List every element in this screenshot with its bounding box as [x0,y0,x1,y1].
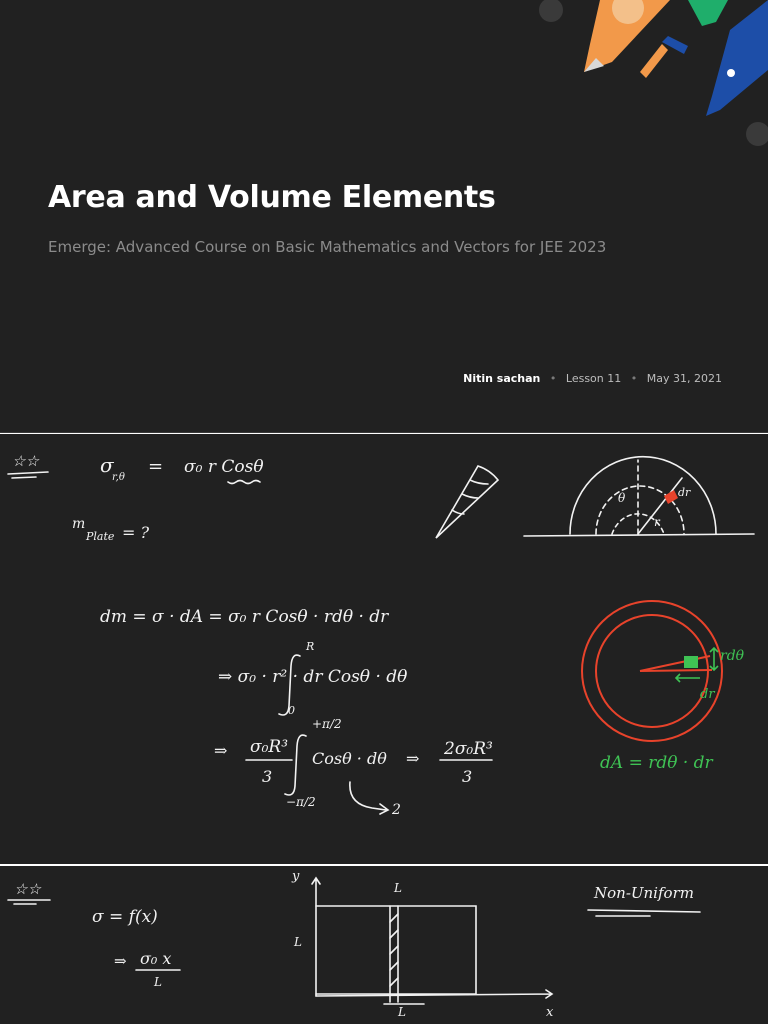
semi-dr-label: dr [678,486,691,499]
y-axis [312,878,320,996]
mass-subscript: Plate [86,530,115,543]
whiteboard-page-1 [0,434,768,864]
x-axis-label: x [546,1005,554,1020]
non-uniform-label: Non-Uniform [594,884,694,902]
sigma-subscript: r,θ [112,472,125,483]
strip-hatching [390,914,398,986]
ring-radius-line-2 [640,670,712,671]
integral-1-lower: 0 [288,704,295,717]
sigma-x-numerator: σ₀ x [140,949,172,968]
sigma-equals: = [148,456,164,477]
semi-r-label: r [654,515,660,529]
course-subtitle: Emerge: Advanced Course on Basic Mathematics and Vectors for JEE 2023 [48,238,607,256]
sigma-x-denominator: L [154,975,162,989]
sigma-symbol: σ [100,453,114,477]
ring-rdtheta-label: rdθ [720,648,745,664]
integrand-cos: Cosθ · dθ [312,749,387,768]
sigma-definition: σ₀ r Cosθ [184,457,264,477]
meta-separator: • [549,372,557,385]
decor-green-leaf-icon [688,0,728,26]
sigma-underline-wavy [228,481,260,484]
author-name: Nitin sachan [463,372,541,385]
stars-marker-2: ☆☆ [14,880,41,898]
board-1-canvas [0,434,768,864]
result-denominator: 3 [462,767,473,786]
ring-radius-line-1 [640,656,710,671]
integral-2-upper: +π/2 [312,717,342,731]
equation-line-3-arrow: ⇒ [214,741,228,760]
decor-circle-2 [746,122,768,146]
decor-circle-1 [539,0,563,22]
stars-underline-2 [8,900,50,904]
integral-2-lower: −π/2 [286,795,316,809]
integral-1-upper: R [306,640,315,653]
decor-small-orange-blade-icon [640,44,668,78]
sector-sketch [436,466,498,538]
equation-line-2: ⇒ σ₀ · r² · dr Cosθ · dθ [218,667,408,687]
whiteboard-page-2 [0,866,768,1024]
note-arrow [350,782,388,814]
semicircle-element-patch [664,490,678,504]
ring-area-element [684,656,698,668]
semi-theta-label: θ [618,491,626,505]
integral-sign-2 [285,735,306,795]
lesson-title: Area and Volume Elements [48,180,496,215]
lesson-number: Lesson 11 [565,372,622,385]
integral-value-note: 2 [392,802,401,818]
top-length-label: L [394,881,402,895]
mass-symbol: m [72,516,86,532]
title-slide [0,0,768,433]
sigma-arrow: ⇒ [114,952,127,970]
meta-separator-2: • [630,372,638,385]
sigma-function: σ = f(x) [92,907,158,927]
bottom-length-label: L [398,1005,406,1019]
side-length-label: L [294,935,302,949]
mass-question: = ? [122,523,150,542]
lesson-meta [463,372,722,385]
lesson-date: May 31, 2021 [646,372,722,385]
result-numerator: 2σ₀R³ [444,739,493,759]
board-2-canvas [0,866,768,1024]
fraction-denominator: 3 [262,767,273,786]
area-element-formula: dA = rdθ · dr [600,753,713,773]
dr-arrow [676,674,700,682]
non-uniform-underline [588,910,700,916]
result-arrow: ⇒ [406,749,420,768]
semicircle-outline [570,457,716,534]
stars-marker: ☆☆ [12,452,39,470]
decorative-rocket-art [0,0,768,432]
semicircle-baseline [524,534,754,536]
ring-dr-label: dr [700,687,715,702]
rdtheta-arrow [710,648,718,670]
fraction-numerator: σ₀R³ [250,737,289,757]
y-axis-label: y [292,869,300,884]
stars-underline [8,472,48,478]
equation-line-1: dm = σ · dA = σ₀ r Cosθ · rdθ · dr [100,607,389,627]
